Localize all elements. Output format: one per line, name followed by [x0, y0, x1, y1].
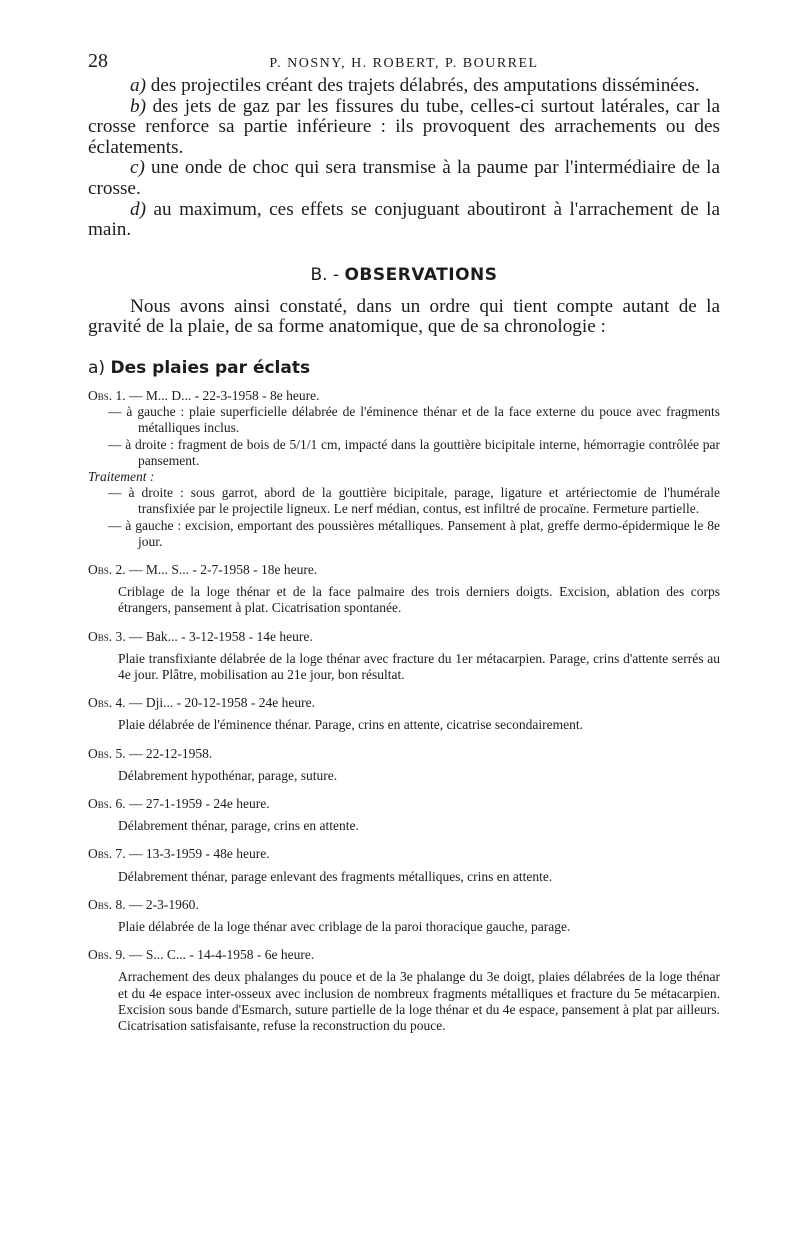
subsection-heading: a) Des plaies par éclats — [88, 357, 311, 378]
observation-2 — [88, 562, 720, 617]
section-lead: Nous avons ainsi constaté, dans un ordre qui tient compte autant de la gravité de la plaie, de sa forme anatomique, que de sa chronologie : — [88, 295, 720, 338]
intro-item-c: c) une onde de choc qui sera transmise à la paume par l'intermédiaire de la crosse. — [88, 157, 720, 199]
intro-item-b: b) des jets de gaz par les fissures du tube, celles-ci surtout latérales, car la crosse renforce sa partie inférieure : ils provoquent des arrachements ou des éclatements. — [88, 95, 720, 158]
observation-heading: Obs. 9. — S... C... - 14-4-1958 - 6e heure. — [88, 947, 315, 963]
observation-5 — [88, 746, 720, 784]
observation-heading: Obs. 5. — 22-12-1958. — [88, 745, 213, 761]
running-head: P. NOSNY, H. ROBERT, P. BOURREL — [269, 56, 539, 71]
observation-line: — à droite : fragment de bois de 5/1/1 cm, impacté dans la gouttière bicipitale interne, hémorragie contrôlée par pansement. — [108, 436, 720, 468]
observation-body: Plaie délabrée de la loge thénar avec criblage de la paroi thoracique gauche, parage. — [118, 919, 571, 935]
observation-3 — [88, 629, 720, 684]
observation-line: — à gauche : plaie superficielle délabrée de l'éminence thénar et de la face externe du pouce avec fragments métalliques inclus. — [108, 404, 720, 436]
observation-heading: Obs. 6. — 27-1-1959 - 24e heure. — [88, 796, 270, 811]
observation-body: Criblage de la loge thénar et de la face palmaire des trois derniers doigts. Excision, ablation des corps étrangers, pansement à plat. Cicatrisation spontanée. — [118, 584, 720, 616]
observation-heading: Obs. 2. — M... S... - 2-7-1958 - 18e heure. — [88, 561, 318, 577]
observation-heading: Obs. 3. — Bak... - 3-12-1958 - 14e heure. — [88, 628, 313, 644]
section-heading: B. - OBSERVATIONS — [310, 264, 498, 285]
observation-body: Plaie transfixiante délabrée de la loge thénar avec fracture du 1er métacarpien. Parage, crins d'attente serrés au 4e jour. Plâtre, mobilisation au 21e jour, bon résultat. — [118, 650, 720, 682]
observation-1 — [88, 388, 720, 550]
intro-item-a: a) des projectiles créant des trajets délabrés, des amputations disséminées. — [130, 75, 700, 96]
observation-heading: Obs. 8. — 2-3-1960. — [88, 896, 199, 912]
observation-body: Délabrement thénar, parage enlevant des fragments métalliques, crins en attente. — [118, 868, 553, 884]
observation-body — [88, 404, 720, 550]
page-number: 28 — [88, 50, 108, 72]
observation-8 — [88, 897, 720, 935]
observation-body: Délabrement thénar, parage, crins en attente. — [118, 818, 359, 834]
treatment-line: — à gauche : excision, emportant des poussières métalliques. Pansement à plat, greffe dermo-épidermique le 8e jour. — [108, 517, 720, 549]
observation-body: Plaie délabrée de l'éminence thénar. Parage, crins en attente, cicatrise secondairement. — [118, 717, 583, 733]
observation-4 — [88, 695, 720, 733]
treatment-label: Traitement : — [88, 468, 155, 484]
observation-heading: Obs. 4. — Dji... - 20-12-1958 - 24e heure. — [88, 695, 315, 711]
observation-heading: Obs. 1. — M... D... - 22-3-1958 - 8e heure. — [88, 387, 320, 403]
observation-9 — [88, 947, 720, 1034]
observation-body: Délabrement hypothénar, parage, suture. — [118, 767, 338, 783]
page-header — [88, 50, 720, 76]
observation-6 — [88, 796, 720, 834]
page — [88, 50, 720, 1034]
observation-body: Arrachement des deux phalanges du pouce et de la 3e phalange du 3e doigt, plaies délabrées de la loge thénar et du 4e espace inter-osseux avec inclusion de nombreux fragments métalliques et fracture du 5e métacarpien. Excision sous bande d'Esmarch, suture partielle de la loge thénar et du 4e espace, pansement à plat par ailleurs. Cicatrisation satisfaisante, refuse la reconstruction du pouce. — [118, 969, 720, 1034]
observation-7 — [88, 846, 720, 884]
observation-heading: Obs. 7. — 13-3-1959 - 48e heure. — [88, 846, 270, 862]
intro-item-d: d) au maximum, ces effets se conjuguant aboutiront à l'arrachement de la main. — [88, 198, 720, 241]
intro-list — [88, 76, 720, 241]
treatment-line: — à droite : sous garrot, abord de la gouttière bicipitale, parage, ligature et artériectomie de l'humérale transfixiée par le projectile ligneux. Le nerf médian, contus, est infiltré de procaïne. Fermeture partielle. — [108, 485, 720, 517]
